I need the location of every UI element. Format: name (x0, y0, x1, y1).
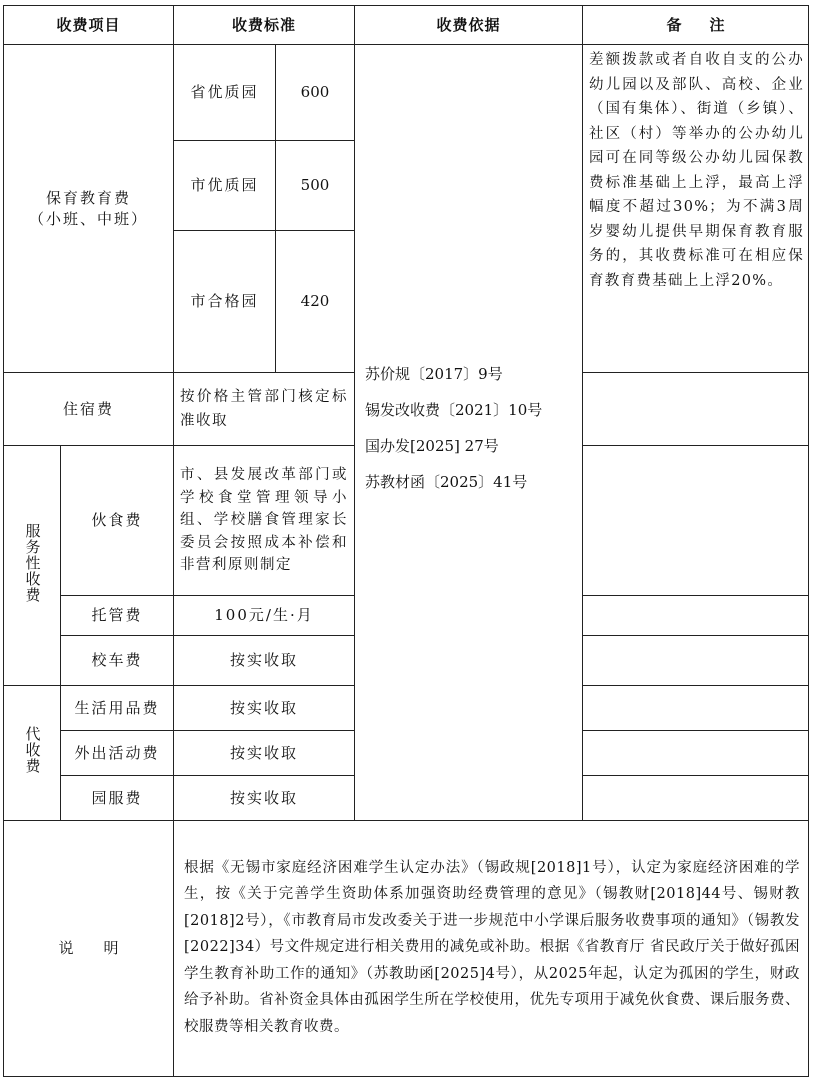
header-basis: 收费依据 (355, 6, 583, 45)
basis-line-2: 锡发改收费〔2021〕10号 (365, 400, 543, 419)
service-group-label: 服务性收费 (23, 522, 42, 603)
agency-group (4, 686, 61, 821)
meal-fee-standard: 市、县发展改革部门或学校食堂管理领导小组、学校膳食管理家长委员会按照成本补偿和非营利原则制定 (174, 446, 355, 596)
supplies-fee-name: 生活用品费 (61, 686, 174, 731)
supplies-fee-remark (583, 686, 809, 731)
fee-table (3, 5, 809, 1077)
grade-city-quality: 市优质园 (174, 141, 276, 231)
service-group (4, 446, 61, 686)
header-row (4, 6, 809, 45)
explanation-text: 根据《无锡市家庭经济困难学生认定办法》（锡政规[2018]1号），认定为家庭经济困难的学生，按《关于完善学生资助体系加强资助经费管理的意见》（锡教财[2018]44号、锡财教[2018]2号），《市教育局市发改委关于进一步规范中小学课后服务收费事项的通知》（锡教发[2022]34）号文件规定进行相关费用的减免或补助。根据《省教育厅 省民政厅关于做好孤困学生教育补助工作的通知》（苏教助函[2025]4号），从2025年起，认定为孤困的学生，财政给予补助。省补资金具体由孤困学生所在学校使用，优先专项用于减免伙食费、课后服务费、校服费等相关教育收费。 (174, 821, 809, 1077)
uniform-fee-remark (583, 776, 809, 821)
meal-fee-name: 伙食费 (61, 446, 174, 596)
meal-fee-remark (583, 446, 809, 596)
basis-line-1: 苏价规〔2017〕9号 (365, 364, 503, 383)
bus-fee-name: 校车费 (61, 636, 174, 686)
outing-fee-remark (583, 731, 809, 776)
daycare-fee-remark (583, 596, 809, 636)
daycare-fee-standard: 100元/生·月 (174, 596, 355, 636)
fee-city-quality: 500 (276, 141, 355, 231)
fee-sheet (3, 5, 809, 1077)
uniform-fee-standard: 按实收取 (174, 776, 355, 821)
outing-fee-standard: 按实收取 (174, 731, 355, 776)
childcare-name-line2: （小班、中班） (28, 209, 148, 228)
outing-fee-name: 外出活动费 (61, 731, 174, 776)
childcare-remark: 差额拨款或者自收自支的公办幼儿园以及部队、高校、企业（国有集体）、街道（乡镇）、社区（村）等举办的公办幼儿园可在同等级公办幼儿园保教费标准基础上上浮，最高上浮幅度不超过30%；为不满3周岁婴幼儿提供早期保育教育服务的，其收费标准可在相应保育教育费基础上上浮20%。 (583, 45, 809, 373)
header-item: 收费项目 (4, 6, 174, 45)
basis-cell (355, 45, 583, 821)
fee-city-qualified: 420 (276, 231, 355, 373)
bus-fee-remark (583, 636, 809, 686)
daycare-fee-name: 托管费 (61, 596, 174, 636)
grade-city-qualified: 市合格园 (174, 231, 276, 373)
supplies-fee-standard: 按实收取 (174, 686, 355, 731)
accommodation-remark (583, 373, 809, 446)
grade-provincial-quality: 省优质园 (174, 45, 276, 141)
explanation-row (4, 821, 809, 1077)
explanation-label: 说明 (4, 821, 174, 1077)
uniform-fee-name: 园服费 (61, 776, 174, 821)
accommodation-standard: 按价格主管部门核定标准收取 (174, 373, 355, 446)
basis-line-4: 苏教材函〔2025〕41号 (365, 472, 528, 491)
accommodation-name: 住宿费 (4, 373, 174, 446)
header-standard: 收费标准 (174, 6, 355, 45)
fee-provincial-quality: 600 (276, 45, 355, 141)
header-remark: 备注 (583, 6, 809, 45)
childcare-row-1 (4, 45, 809, 141)
agency-group-label: 代收费 (23, 726, 42, 774)
childcare-fee-name (4, 45, 174, 373)
bus-fee-standard: 按实收取 (174, 636, 355, 686)
childcare-name-line1: 保育教育费 (45, 188, 131, 207)
basis-line-3: 国办发[2025] 27号 (365, 436, 499, 455)
